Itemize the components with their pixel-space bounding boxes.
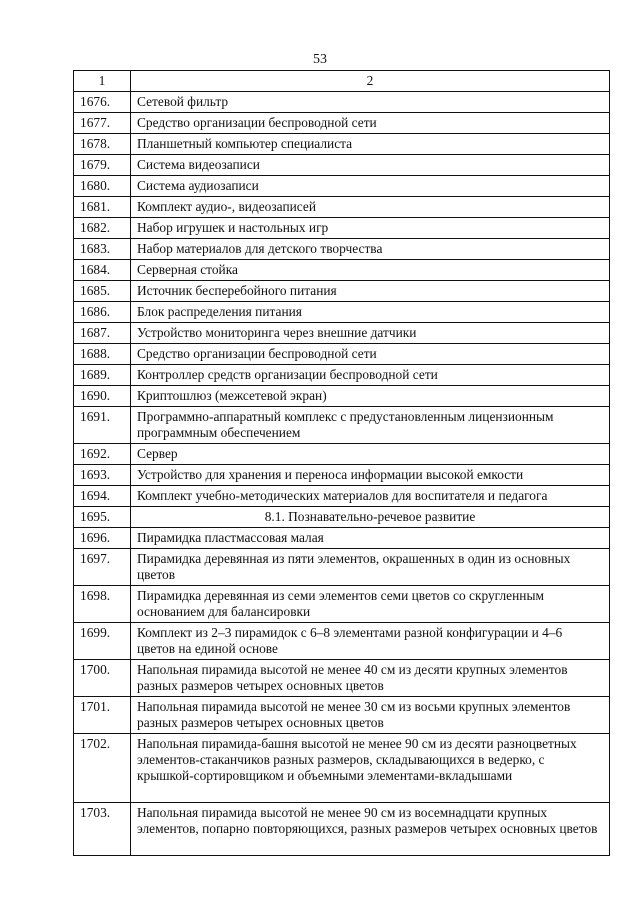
table-row — [74, 465, 610, 486]
row-number: 1696. — [74, 528, 131, 549]
row-number: 1695. — [74, 507, 131, 528]
table-row — [74, 323, 610, 344]
item-name: Набор материалов для детского творчества — [131, 239, 610, 260]
item-name: Напольная пирамида высотой не менее 90 см из восемнадцати крупных элементов, попарно повторяющихся, разных размеров четырех основных цветов — [131, 803, 610, 856]
row-number: 1693. — [74, 465, 131, 486]
item-name: Блок распределения питания — [131, 302, 610, 323]
column-header-name: 2 — [131, 71, 610, 92]
row-number: 1700. — [74, 660, 131, 697]
item-name: Устройство мониторинга через внешние датчики — [131, 323, 610, 344]
table-row — [74, 239, 610, 260]
row-number: 1688. — [74, 344, 131, 365]
item-name: Серверная стойка — [131, 260, 610, 281]
row-number: 1701. — [74, 697, 131, 734]
table-row — [74, 155, 610, 176]
table-header-row — [74, 71, 610, 92]
row-number: 1697. — [74, 549, 131, 586]
item-name: Пирамидка деревянная из пяти элементов, окрашенных в один из основных цветов — [131, 549, 610, 586]
row-number: 1699. — [74, 623, 131, 660]
item-name: Система видеозаписи — [131, 155, 610, 176]
table-row — [74, 803, 610, 856]
row-number: 1686. — [74, 302, 131, 323]
table-row — [74, 586, 610, 623]
row-number: 1703. — [74, 803, 131, 856]
table-row — [74, 444, 610, 465]
row-number: 1679. — [74, 155, 131, 176]
row-number: 1691. — [74, 407, 131, 444]
row-number: 1702. — [74, 734, 131, 803]
row-number: 1676. — [74, 92, 131, 113]
item-name: Комплект учебно-методических материалов для воспитателя и педагога — [131, 486, 610, 507]
row-number: 1685. — [74, 281, 131, 302]
table-row — [74, 365, 610, 386]
row-number: 1683. — [74, 239, 131, 260]
item-name: Комплект аудио-, видеозаписей — [131, 197, 610, 218]
equipment-table — [73, 70, 610, 856]
item-name: Источник бесперебойного питания — [131, 281, 610, 302]
row-number: 1677. — [74, 113, 131, 134]
row-number: 1698. — [74, 586, 131, 623]
table-row — [74, 113, 610, 134]
table-row — [74, 344, 610, 365]
table-row — [74, 549, 610, 586]
item-name: Набор игрушек и настольных игр — [131, 218, 610, 239]
row-number: 1678. — [74, 134, 131, 155]
column-header-number: 1 — [74, 71, 131, 92]
table-row — [74, 281, 610, 302]
row-number: 1682. — [74, 218, 131, 239]
table-row — [74, 386, 610, 407]
item-name: Напольная пирамида-башня высотой не менее 90 см из десяти разноцветных элементов-стаканчиков разных размеров, складывающихся в ведерко, с крышкой-сортировщиком и объемными элементами-вкладышами — [131, 734, 610, 803]
table-row — [74, 697, 610, 734]
item-name: Система аудиозаписи — [131, 176, 610, 197]
item-name: Средство организации беспроводной сети — [131, 113, 610, 134]
item-name: Программно-аппаратный комплекс с предустановленным лицензионным программным обеспечением — [131, 407, 610, 444]
table-row — [74, 260, 610, 281]
table-row — [74, 302, 610, 323]
item-name: Сетевой фильтр — [131, 92, 610, 113]
item-name: Средство организации беспроводной сети — [131, 344, 610, 365]
row-number: 1684. — [74, 260, 131, 281]
item-name: Напольная пирамида высотой не менее 30 см из восьми крупных элементов разных размеров четырех основных цветов — [131, 697, 610, 734]
page-number: 53 — [313, 52, 327, 67]
item-name: Пирамидка пластмассовая малая — [131, 528, 610, 549]
item-name: Устройство для хранения и переноса информации высокой емкости — [131, 465, 610, 486]
item-name: Напольная пирамида высотой не менее 40 см из десяти крупных элементов разных размеров четырех основных цветов — [131, 660, 610, 697]
table-row — [74, 197, 610, 218]
item-name: Планшетный компьютер специалиста — [131, 134, 610, 155]
item-name: Сервер — [131, 444, 610, 465]
table-row — [74, 623, 610, 660]
row-number: 1694. — [74, 486, 131, 507]
row-number: 1680. — [74, 176, 131, 197]
table-row — [74, 660, 610, 697]
table-row — [74, 486, 610, 507]
table-row — [74, 92, 610, 113]
section-row — [74, 507, 610, 528]
row-number: 1689. — [74, 365, 131, 386]
item-name: Контроллер средств организации беспроводной сети — [131, 365, 610, 386]
table-row — [74, 134, 610, 155]
table-row — [74, 218, 610, 239]
row-number: 1687. — [74, 323, 131, 344]
row-number: 1681. — [74, 197, 131, 218]
table-row — [74, 407, 610, 444]
section-title: 8.1. Познавательно-речевое развитие — [131, 507, 610, 528]
row-number: 1690. — [74, 386, 131, 407]
item-name: Комплект из 2–3 пирамидок с 6–8 элементами разной конфигурации и 4–6 цветов на единой основе — [131, 623, 610, 660]
table-row — [74, 528, 610, 549]
item-name: Криптошлюз (межсетевой экран) — [131, 386, 610, 407]
table-row — [74, 734, 610, 803]
table-row — [74, 176, 610, 197]
item-name: Пирамидка деревянная из семи элементов семи цветов со скругленным основанием для балансировки — [131, 586, 610, 623]
row-number: 1692. — [74, 444, 131, 465]
